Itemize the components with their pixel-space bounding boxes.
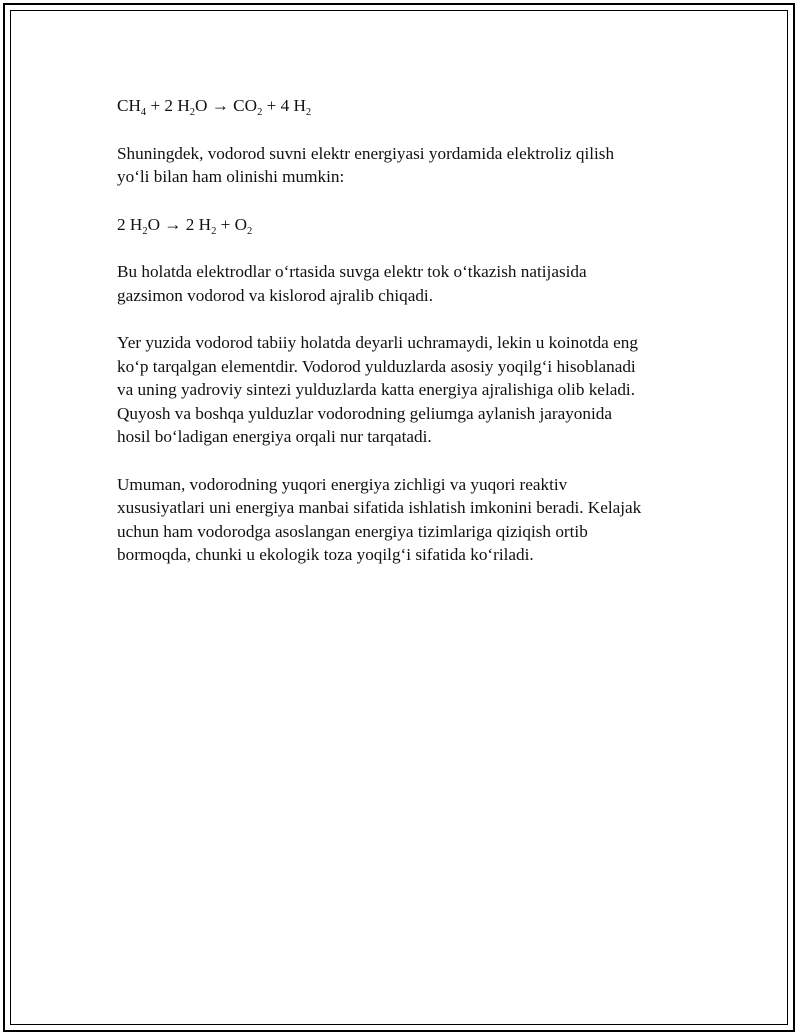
equation-text: + 4 H	[262, 96, 306, 115]
paragraph-line: uchun ham vodorodga asoslangan energiya tizimlariga qiziqish ortib	[117, 521, 588, 541]
equation-subscript: 2	[142, 225, 148, 237]
equation-text: O → 2 H	[147, 214, 212, 234]
paragraph-line: bormoqda, chunki u ekologik toza yoqilg‘i sifatida ko‘riladi.	[117, 545, 534, 564]
paragraph-line: xususiyatlari uni energiya manbai sifatida ishlatish imkonini beradi. Kelajak	[117, 498, 642, 517]
equation-water-electrolysis	[117, 213, 697, 237]
equation-subscript: 2	[211, 225, 217, 237]
equation-subscript: 2	[257, 107, 263, 118]
paragraph-electrolysis-intro	[117, 142, 697, 189]
paragraph-line: Bu holatda elektrodlar o‘rtasida suvga elektr tok o‘tkazish natijasida	[117, 262, 587, 281]
paragraph-line: gazsimon vodorod va kislorod ajralib chiqadi.	[117, 285, 433, 305]
paragraph-line: va uning yadroviy sintezi yulduzlarda katta energiya ajralishiga olib keladi.	[117, 380, 636, 399]
paragraph-line: hosil bo‘ladigan energiya orqali nur tarqatadi.	[117, 427, 432, 446]
paragraph-conclusion	[117, 473, 697, 567]
paragraph-cosmic-hydrogen	[117, 331, 697, 449]
equation-subscript: 2	[189, 107, 195, 118]
paragraph-line: yo‘li bilan ham olinishi mumkin:	[117, 167, 345, 186]
equation-subscript: 2	[305, 107, 312, 118]
paragraph-line: Yer yuzida vodorod tabiiy holatda deyarli uchramaydi, lekin u koinotda eng	[117, 333, 638, 352]
paragraph-electrodes	[117, 260, 697, 307]
equation-methane-reforming	[117, 94, 697, 118]
equation-subscript: 2	[247, 225, 253, 237]
equation-text: CH	[117, 96, 141, 115]
paragraph-line: Shuningdek, vodorod suvni elektr energiyasi yordamida elektroliz qilish	[117, 143, 615, 163]
paragraph-line: ko‘p tarqalgan elementdir. Vodorod yulduzlarda asosiy yoqilg‘i hisoblanadi	[117, 356, 636, 376]
document-body	[117, 94, 697, 567]
equation-text: O → CO	[194, 96, 258, 115]
equation-text: + 2 H	[146, 96, 190, 115]
equation-subscript: 4	[140, 107, 147, 118]
paragraph-line: Umuman, vodorodning yuqori energiya zichligi va yuqori reaktiv	[117, 474, 568, 494]
paragraph-line: Quyosh va boshqa yulduzlar vodorodning geliumga aylanish jarayonida	[117, 403, 612, 423]
equation-text: + O	[216, 214, 248, 234]
equation-text: 2 H	[117, 214, 143, 234]
